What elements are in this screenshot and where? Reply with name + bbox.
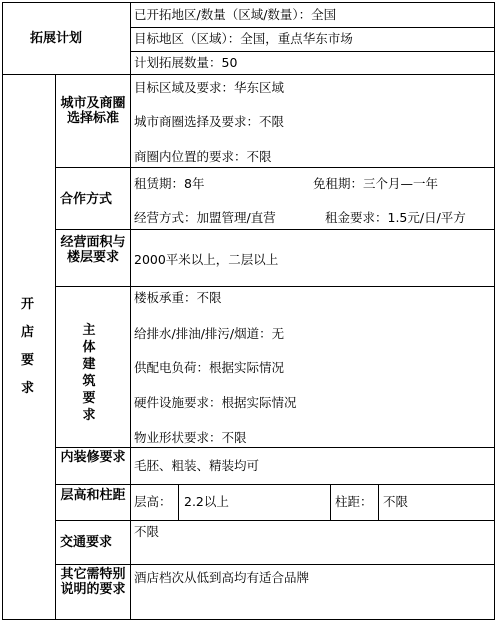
other-value: 酒店档次从低到高均有适合品牌 xyxy=(134,570,310,585)
plan-opened: 已开拓地区/数量（区域/数量）：全国 xyxy=(134,7,337,22)
area-heading: 经营面积与楼层要求 xyxy=(60,235,126,265)
traffic-heading: 交通要求 xyxy=(60,535,113,550)
city-line-1: 目标区域及要求：华东区域 xyxy=(134,80,285,95)
plan-count: 计划拓展数量：50 xyxy=(134,55,238,70)
decor-heading: 内装修要求 xyxy=(60,450,126,465)
requirements-heading-char-4: 求 xyxy=(21,381,35,396)
building-line-5: 物业形状要求：不限 xyxy=(134,430,247,445)
building-heading: 主体建筑要求 xyxy=(82,323,96,423)
building-line-2: 给排水/排油/排污/烟道：无 xyxy=(134,326,285,341)
spacing-label: 柱距： xyxy=(335,494,373,509)
coop-mode: 经营方式：加盟管理/直营 xyxy=(134,210,276,225)
height-label: 层高： xyxy=(134,494,172,509)
requirements-heading-char-2: 店 xyxy=(21,325,35,340)
building-line-4: 硬件设施要求：根据实际情况 xyxy=(134,395,297,410)
height-heading: 层高和柱距 xyxy=(60,488,126,503)
building-line-1: 楼板承重：不限 xyxy=(134,290,222,305)
requirements-heading-char-3: 要 xyxy=(21,353,35,368)
height-value: 2.2以上 xyxy=(184,494,229,509)
coop-free: 免租期：三个月—一年 xyxy=(313,176,439,191)
requirements-heading-char-1: 开 xyxy=(21,297,35,312)
coop-heading: 合作方式 xyxy=(60,192,113,207)
decor-value: 毛胚、粗装、精装均可 xyxy=(134,458,260,473)
city-heading: 城市及商圈选择标准 xyxy=(60,96,126,126)
city-line-2: 城市商圈选择及要求：不限 xyxy=(134,114,285,129)
plan-heading: 拓展计划 xyxy=(30,31,83,46)
coop-rent: 租金要求：1.5元/日/平方 xyxy=(325,210,466,225)
traffic-value: 不限 xyxy=(134,524,160,539)
other-heading: 其它需特别说明的要求 xyxy=(60,567,126,597)
city-line-3: 商圈内位置的要求：不限 xyxy=(134,149,272,164)
coop-lease: 租赁期：8年 xyxy=(134,176,205,191)
spacing-value: 不限 xyxy=(383,494,409,509)
plan-target: 目标地区（区域）：全国，重点华东市场 xyxy=(134,31,353,46)
area-value: 2000平米以上，二层以上 xyxy=(134,252,279,267)
building-line-3: 供配电负荷：根据实际情况 xyxy=(134,360,285,375)
